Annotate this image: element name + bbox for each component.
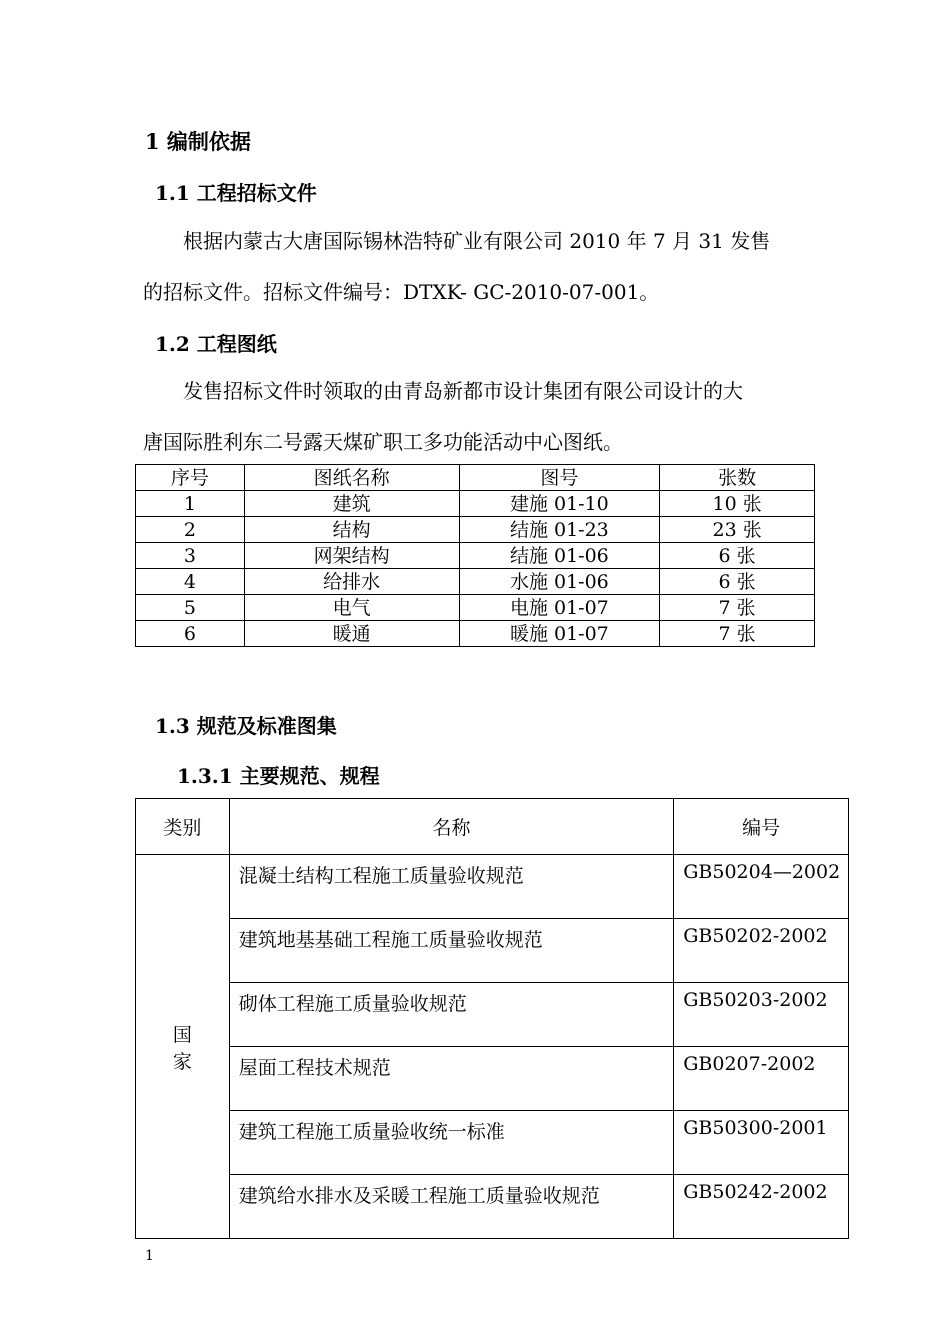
category-char: 国 [172,1023,192,1046]
standard-code: GB50202-2002 [674,919,849,983]
standard-code: GB50300-2001 [674,1111,849,1175]
standard-code: GB50242-2002 [674,1175,849,1239]
table-cell: 6 [136,621,245,647]
category-char: 家 [172,1050,192,1073]
table-row [136,1175,849,1239]
table-cell: 3 [136,543,245,569]
table-cell: 水施 01-06 [459,569,660,595]
standard-code: GB0207-2002 [674,1047,849,1111]
header-cell: 名称 [229,799,674,855]
table-cell: 5 [136,595,245,621]
standard-code: GB50204—2002 [674,855,849,919]
table-cell: 电施 01-07 [459,595,660,621]
header-cell: 类别 [136,799,230,855]
table-cell: 暖施 01-07 [459,621,660,647]
table-cell: 结施 01-23 [459,517,660,543]
table-row [136,1111,849,1175]
table-cell: 建筑 [244,491,459,517]
table-header-row [136,465,815,491]
header-cell: 张数 [660,465,815,491]
table-cell: 7 张 [660,595,815,621]
table-row [136,855,849,919]
category-cell [136,855,230,1239]
section-1-2-title: 1.2 工程图纸 [155,332,277,356]
table-cell: 电气 [244,595,459,621]
table-cell: 暖通 [244,621,459,647]
drawings-table [135,464,815,647]
table-row [136,919,849,983]
table-row [136,621,815,647]
paragraph-line: 的招标文件。招标文件编号：DTXK- GC-2010-07-001。 [143,280,660,304]
table-header-row [136,799,849,855]
table-cell: 结施 01-06 [459,543,660,569]
table-cell: 6 张 [660,569,815,595]
header-cell: 图号 [459,465,660,491]
paragraph-line: 发售招标文件时领取的由青岛新都市设计集团有限公司设计的大 [183,379,743,403]
standards-table [135,798,849,1239]
table-cell: 建施 01-10 [459,491,660,517]
header-cell: 图纸名称 [244,465,459,491]
header-cell: 序号 [136,465,245,491]
table-cell: 1 [136,491,245,517]
standard-name: 砌体工程施工质量验收规范 [229,983,674,1047]
header-cell: 编号 [674,799,849,855]
standard-name: 屋面工程技术规范 [229,1047,674,1111]
table-cell: 10 张 [660,491,815,517]
table-cell: 结构 [244,517,459,543]
standard-name: 建筑给水排水及采暖工程施工质量验收规范 [229,1175,674,1239]
table-cell: 23 张 [660,517,815,543]
table-cell: 给排水 [244,569,459,595]
table-cell: 网架结构 [244,543,459,569]
section-1-3-1-title: 1.3.1 主要规范、规程 [177,764,380,788]
table-row [136,983,849,1047]
section-1-3-title: 1.3 规范及标准图集 [155,714,337,738]
table-row [136,569,815,595]
table-cell: 6 张 [660,543,815,569]
section-1-title: 1 编制依据 [145,129,251,154]
table-row [136,491,815,517]
standard-name: 混凝土结构工程施工质量验收规范 [229,855,674,919]
standard-code: GB50203-2002 [674,983,849,1047]
table-cell: 4 [136,569,245,595]
table-row [136,595,815,621]
table-cell: 7 张 [660,621,815,647]
table-row [136,517,815,543]
section-1-1-paragraph [143,216,823,318]
standard-name: 建筑工程施工质量验收统一标准 [229,1111,674,1175]
section-1-1-title: 1.1 工程招标文件 [155,181,317,205]
paragraph-line: 根据内蒙古大唐国际锡林浩特矿业有限公司 2010 年 7 月 31 发售 [183,229,771,253]
table-row [136,543,815,569]
section-1-2-paragraph [143,366,823,468]
table-row [136,1047,849,1111]
page-number: 1 [145,1248,154,1264]
table-cell: 2 [136,517,245,543]
standard-name: 建筑地基基础工程施工质量验收规范 [229,919,674,983]
paragraph-line: 唐国际胜利东二号露天煤矿职工多功能活动中心图纸。 [143,430,623,454]
